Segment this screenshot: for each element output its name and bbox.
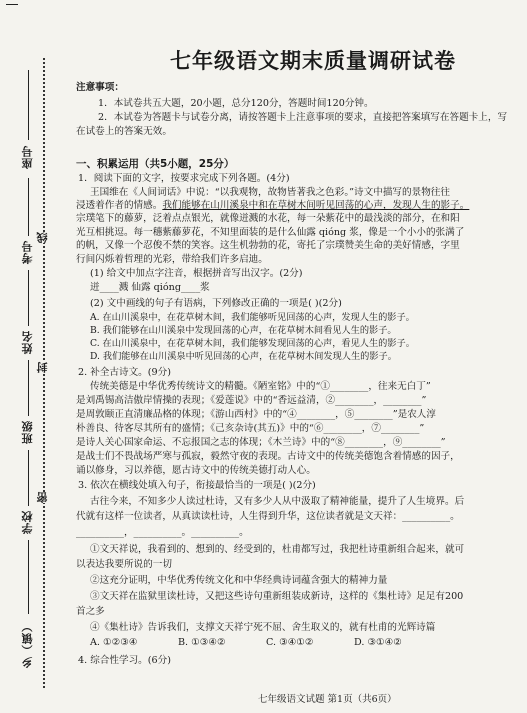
q3-item: ②这充分证明，中华优秀传统文化和中华经典诗词蕴含强大的精神力量 (90, 575, 388, 586)
question-stem: 3. 依次在横线处填入句子，衔接最恰当的一项是( )(2分) (78, 480, 316, 491)
seal-char-line: 线 (36, 232, 49, 243)
passage-line: 王国维在《人间词话》中说：“以我观物，故物皆著我之色彩。”诗文中描写的景物往往 (90, 187, 450, 198)
passage-line: 的帆，又像一个忍俊不禁的笑容。这生机勃勃的花，寄托了宗璞赞美生命的美好情感，字里 (76, 240, 460, 251)
township-line (28, 540, 29, 614)
passage-text: 浸透着作者的情感。 (76, 200, 163, 211)
label-school: 学校 (21, 510, 34, 534)
notice-item: 2．本试卷为答题卡与试卷分离，请按答题卡上注意事项的要求，直接把答案填写在答题卡上，写 (98, 112, 508, 123)
poem-line: 是战士们不畏战场严寒与孤寂，毅然守夜的表现。古诗文中的传统美德饱含着情感的因子， (76, 451, 460, 462)
section-heading: 一、积累运用（共5小题，25分） (76, 158, 235, 170)
q3-item: ①文天祥说，我看到的、想到的、经受到的，杜甫都写过，我把杜诗重新组合起来，就可 (90, 544, 465, 555)
label-class: 班级 (21, 420, 34, 444)
poem-line: 是诗人关心国家命运、不忘报国之志的体现；《木兰诗》中的“⑧________，⑨________” (76, 437, 446, 448)
school-line (28, 450, 29, 506)
sub-question: (1) 给文中加点字注音，根据拼音写出汉字。(2分) (90, 268, 303, 279)
q3-line: 代就有这样一位读者，从真读读杜诗，人生得到升华，这位读者就是文天祥：__________。 (76, 511, 460, 522)
poem-line: 朴善良、待客尽其所有的盛情；《己亥杂诗(其五)》中的“⑥________，⑦________” (76, 423, 425, 434)
q3-item: 首之多 (76, 606, 105, 617)
sub-question: (2) 文中画线的句子有语病，下列修改正确的一项是( )(2分) (90, 298, 342, 309)
cut-line (43, 58, 45, 688)
passage-line: 宗璞笔下的藤萝，泛着点点银光，就像迸溅的水花，每一朵紫花中的最浅淡的部分，在和阳 (76, 213, 460, 224)
option-a: A. 在山川溪泉中，在花草树木间，我们能够听见回荡的心声，发现人生的影子。 (90, 312, 415, 323)
q3-line: __________，__________。__________。 (76, 527, 249, 538)
q3-line: 古往今来，不知多少人读过杜诗，又有多少人从中汲取了精神能量，提升了人生境界。后 (90, 496, 465, 507)
page-footer: 七年级语文试题 第1页（共6页） (258, 694, 397, 705)
exam-number-line (28, 178, 29, 236)
binding-strip (0, 0, 72, 713)
label-township: 乡（镇） (21, 620, 34, 668)
passage-line: 行间闪烁着哲理的光彩，带给我们许多启迪。 (76, 254, 268, 265)
option-d: D. 我们能够在山川溪泉中听见回荡的心声，在花草树木间发现人生的影子。 (90, 351, 397, 362)
name-line (28, 270, 29, 326)
poem-line: 是周敦颐正直清廉品格的体现；《游山西村》中的“④________，⑤________”是农人淳 (76, 409, 436, 420)
question-stem: 1．阅读下面的文字，按要求完成下列各题。(4分) (78, 173, 290, 184)
underlined-sentence: 我们能够在山川溪泉中和在草树木间听见回荡的心声，发现人生的影子。 (162, 200, 470, 211)
seal-char-seal: 封 (36, 362, 49, 373)
fill-in-line: 迸____溅 仙露 qióng____浆 (90, 282, 210, 293)
poem-line: 是刘禹锡高洁傲岸情操的表现；《爱莲说》中的“香远益清，②________，________” (76, 395, 427, 406)
page-title: 七年级语文期末质量调研试卷 (170, 49, 456, 73)
passage-line (76, 200, 469, 212)
notice-heading: 注意事项： (76, 82, 124, 93)
option-b: B. 我们能够在山川溪泉中发现回荡的心声，在花草树木间看见人生的影子。 (90, 325, 397, 336)
poem-line: 诵以修身，习以养德，愿古诗文中的传统美德打动人心。 (76, 465, 316, 476)
label-seat-number: 座号 (21, 145, 34, 169)
passage-line: 光互相挑逗。每一穗紫藤萝花，不知里面装的是什么仙露 qióng 浆，像是一个小小的张满了 (76, 227, 465, 238)
seat-number-line (28, 70, 29, 140)
question-stem: 2. 补全古诗文。(9分) (78, 367, 171, 378)
choice-d: D. ③①④② (354, 637, 402, 648)
q3-item: 以表达我要所说的一切 (76, 559, 172, 570)
notice-item: 1．本试卷共五大题，20小题，总分120分，答题时间120分钟。 (98, 98, 374, 109)
poem-line: 传统美德是中华优秀传统诗文的精髓。《陋室铭》中的“①________，往来无白丁” (90, 381, 431, 392)
choice-b: B. ①③④② (178, 637, 226, 648)
q3-item: ④《集杜诗》告诉我们，支撑文天祥宁死不屈、舍生取义的，就有杜甫的光辉诗篇 (90, 622, 436, 633)
choice-c: C. ③④①② (266, 637, 314, 648)
seal-char-secret: 密 (36, 492, 49, 503)
label-exam-number: 考号 (21, 240, 34, 264)
q3-item: ③文天祥在监狱里读杜诗，又把这些诗句重新组装成新诗，这样的《集杜诗》足足有200 (90, 591, 464, 602)
notice-item: 在试卷上的答案无效。 (76, 126, 172, 137)
option-c: C. 在山川溪泉中，在花草树木间，我们能够发现回荡的心声，看见人生的影子。 (90, 338, 415, 349)
choice-a: A. ①②③④ (90, 637, 138, 648)
class-line (28, 360, 29, 416)
corner-mark (6, 4, 18, 5)
label-name: 姓名 (21, 330, 34, 354)
question-stem: 4. 综合性学习。(6分) (78, 655, 171, 666)
